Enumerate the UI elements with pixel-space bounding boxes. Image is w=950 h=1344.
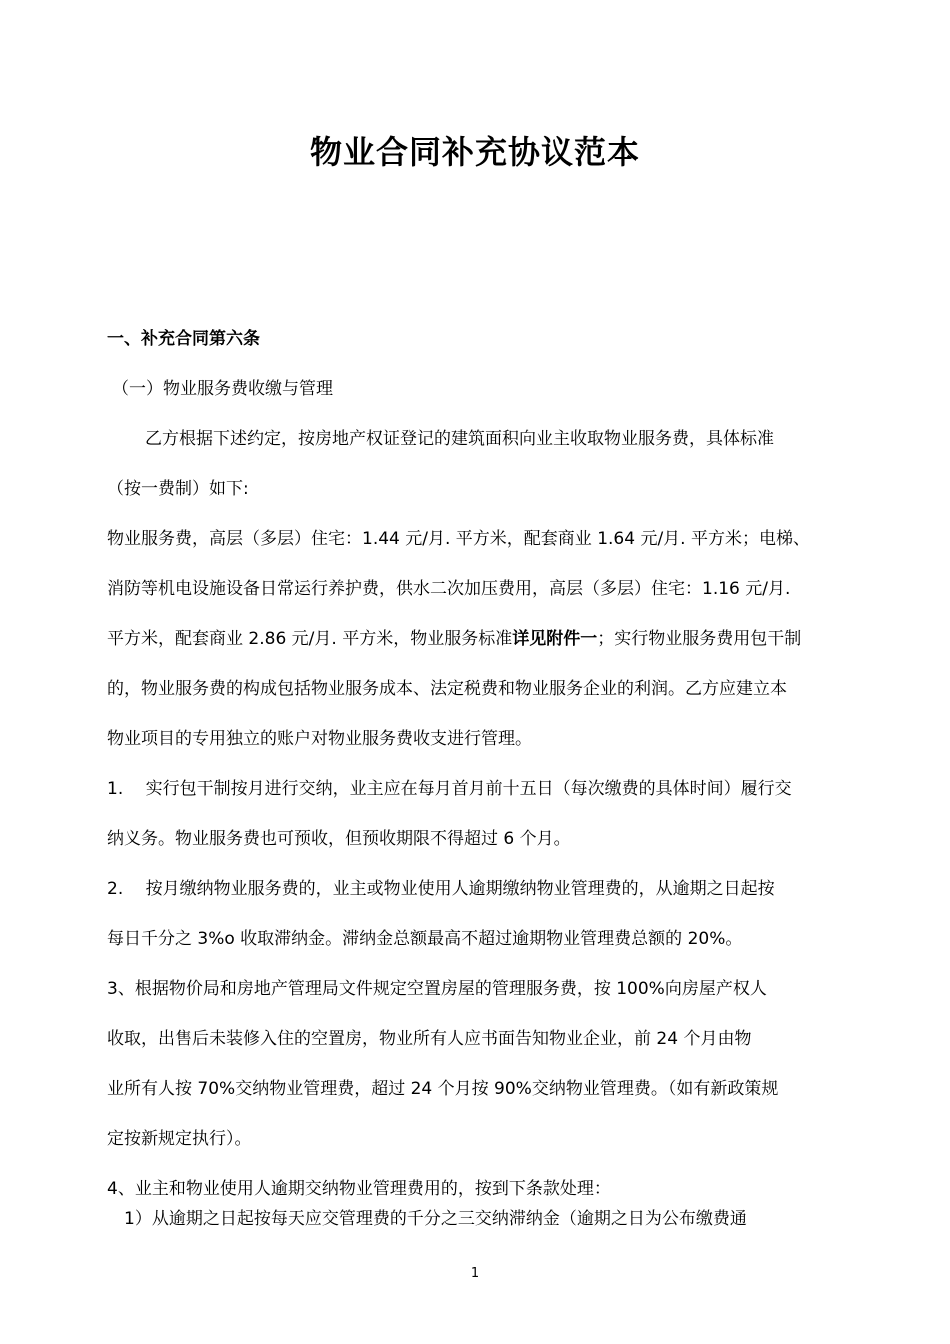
list-item-line: 定按新规定执行）。 — [107, 1129, 252, 1149]
list-item-line: 收取，出售后未装修入住的空置房，物业所有人应书面告知物业企业，前 24 个月由物 — [107, 1029, 752, 1049]
text-run: 平方米，配套商业 2.86 元/月. 平方米，物业服务标准 — [107, 629, 513, 649]
text-run: ；实行物业服务费用包干制 — [597, 629, 802, 649]
attachment-reference: 详见附件一 — [512, 629, 598, 649]
list-item-line: 2. 按月缴纳物业服务费的，业主或物业使用人逾期缴纳物业管理费的，从逾期之日起按 — [107, 879, 775, 899]
paragraph-line: 消防等机电设施设备日常运行养护费，供水二次加压费用，高层（多层）住宅：1.16 元/月. — [107, 579, 791, 599]
list-item-line: 4、业主和物业使用人逾期交纳物业管理费用的，按到下条款处理： — [107, 1179, 611, 1199]
list-item-line: 每日千分之 3%o 收取滞纳金。滞纳金总额最高不超过逾期物业管理费总额的 20%。 — [107, 929, 743, 949]
paragraph-line: （按一费制）如下: — [107, 479, 249, 499]
list-item-line: 业所有人按 70%交纳物业管理费，超过 24 个月按 90%交纳物业管理费。（如有新政策规 — [107, 1079, 779, 1099]
paragraph-line: 物业服务费，高层（多层）住宅：1.44 元/月. 平方米，配套商业 1.64 元/月. 平方米；电梯、 — [107, 529, 810, 549]
list-item-line: 纳义务。物业服务费也可预收，但预收期限不得超过 6 个月。 — [107, 829, 571, 849]
paragraph-line: 乙方根据下述约定，按房地产权证登记的建筑面积向业主收取物业服务费，具体标准 — [145, 429, 774, 449]
list-item-line: 1. 实行包干制按月进行交纳，业主应在每月首月前十五日（每次缴费的具体时间）履行交 — [107, 779, 792, 799]
document-title: 物业合同补充协议范本 — [309, 133, 640, 171]
section-heading: 一、补充合同第六条 — [107, 329, 260, 349]
subsection-heading: （一）物业服务费收缴与管理 — [112, 379, 333, 399]
paragraph-line — [107, 627, 801, 651]
paragraph-line: 的，物业服务费的构成包括物业服务成本、法定税费和物业服务企业的利润。乙方应建立本 — [107, 679, 787, 699]
paragraph-line: 物业项目的专用独立的账户对物业服务费收支进行管理。 — [107, 729, 532, 749]
sub-list-item-line: 1）从逾期之日起按每天应交管理费的千分之三交纳滞纳金（逾期之日为公布缴费通 — [124, 1209, 747, 1229]
list-item-line: 3、根据物价局和房地产管理局文件规定空置房屋的管理服务费，按 100%向房屋产权人 — [107, 979, 767, 999]
page-number: 1 — [470, 1266, 480, 1281]
